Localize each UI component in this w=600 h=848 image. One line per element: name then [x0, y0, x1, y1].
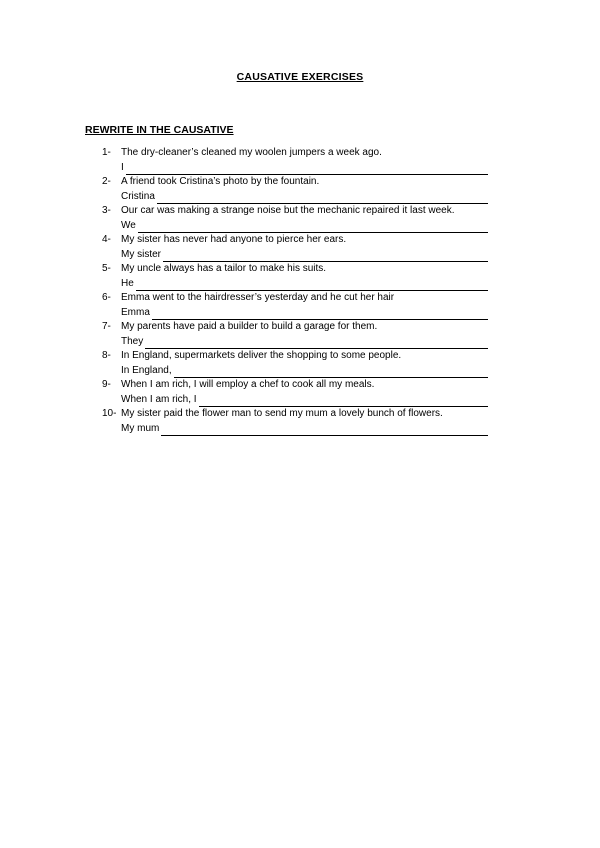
- answer-prompt: My sister: [121, 248, 161, 260]
- exercise-number: 5-: [102, 263, 111, 274]
- answer-row: [121, 306, 488, 321]
- exercise-sentence: My sister paid the flower man to send my mum a lovely bunch of flowers.: [121, 408, 443, 419]
- answer-blank[interactable]: [199, 395, 488, 407]
- answer-prompt: When I am rich, I: [121, 393, 197, 405]
- exercise-item: [102, 262, 502, 291]
- answer-row: [121, 219, 488, 234]
- exercise-item: [102, 378, 502, 407]
- answer-row: [121, 422, 488, 437]
- answer-row: [121, 335, 488, 350]
- exercise-number: 4-: [102, 234, 111, 245]
- answer-blank[interactable]: [163, 250, 488, 262]
- answer-blank[interactable]: [136, 279, 488, 291]
- answer-blank[interactable]: [157, 192, 488, 204]
- exercise-item: [102, 349, 502, 378]
- exercise-number: 10-: [102, 408, 117, 419]
- exercise-number: 1-: [102, 147, 111, 158]
- exercise-item: [102, 291, 502, 320]
- exercise-sentence: My sister has never had anyone to pierce her ears.: [121, 234, 347, 245]
- exercise-item: [102, 233, 502, 262]
- section-heading: REWRITE IN THE CAUSATIVE: [85, 124, 234, 136]
- exercise-sentence: When I am rich, I will employ a chef to cook all my meals.: [121, 379, 375, 390]
- answer-prompt: In England,: [121, 364, 172, 376]
- exercise-number: 6-: [102, 292, 111, 303]
- exercise-number: 9-: [102, 379, 111, 390]
- answer-blank[interactable]: [138, 221, 488, 233]
- exercise-sentence: In England, supermarkets deliver the shopping to some people.: [121, 350, 402, 361]
- answer-prompt: They: [121, 335, 144, 347]
- exercise-sentence: My uncle always has a tailor to make his suits.: [121, 263, 327, 274]
- exercise-number: 3-: [102, 205, 111, 216]
- exercise-sentence: The dry-cleaner’s cleaned my woolen jumpers a week ago.: [121, 147, 382, 158]
- exercise-sentence: My parents have paid a builder to build a garage for them.: [121, 321, 378, 332]
- answer-blank[interactable]: [152, 308, 488, 320]
- answer-row: [121, 161, 488, 176]
- exercise-item: [102, 146, 502, 175]
- exercise-item: [102, 175, 502, 204]
- answer-blank[interactable]: [174, 366, 488, 378]
- answer-row: [121, 190, 488, 205]
- answer-blank[interactable]: [126, 163, 488, 175]
- answer-prompt: We: [121, 219, 136, 231]
- exercise-sentence: A friend took Cristina’s photo by the fountain.: [121, 176, 320, 187]
- exercise-sentence: Emma went to the hairdresser’s yesterday and he cut her hair: [121, 292, 395, 303]
- exercise-number: 8-: [102, 350, 111, 361]
- answer-prompt: Emma: [121, 306, 150, 318]
- answer-prompt: He: [121, 277, 134, 289]
- answer-row: [121, 364, 488, 379]
- exercise-item: [102, 204, 502, 233]
- answer-prompt: My mum: [121, 422, 160, 434]
- exercise-number: 2-: [102, 176, 111, 187]
- answer-prompt: Cristina: [121, 190, 155, 202]
- answer-row: [121, 248, 488, 263]
- answer-blank[interactable]: [145, 337, 488, 349]
- answer-row: [121, 393, 488, 408]
- exercise-list: [102, 146, 502, 436]
- answer-blank[interactable]: [161, 424, 488, 436]
- answer-prompt: I: [121, 161, 124, 173]
- exercise-item: [102, 320, 502, 349]
- page-title: CAUSATIVE EXERCISES: [236, 71, 364, 83]
- exercise-number: 7-: [102, 321, 111, 332]
- exercise-item: [102, 407, 502, 436]
- exercise-sentence: Our car was making a strange noise but the mechanic repaired it last week.: [121, 205, 455, 216]
- answer-row: [121, 277, 488, 292]
